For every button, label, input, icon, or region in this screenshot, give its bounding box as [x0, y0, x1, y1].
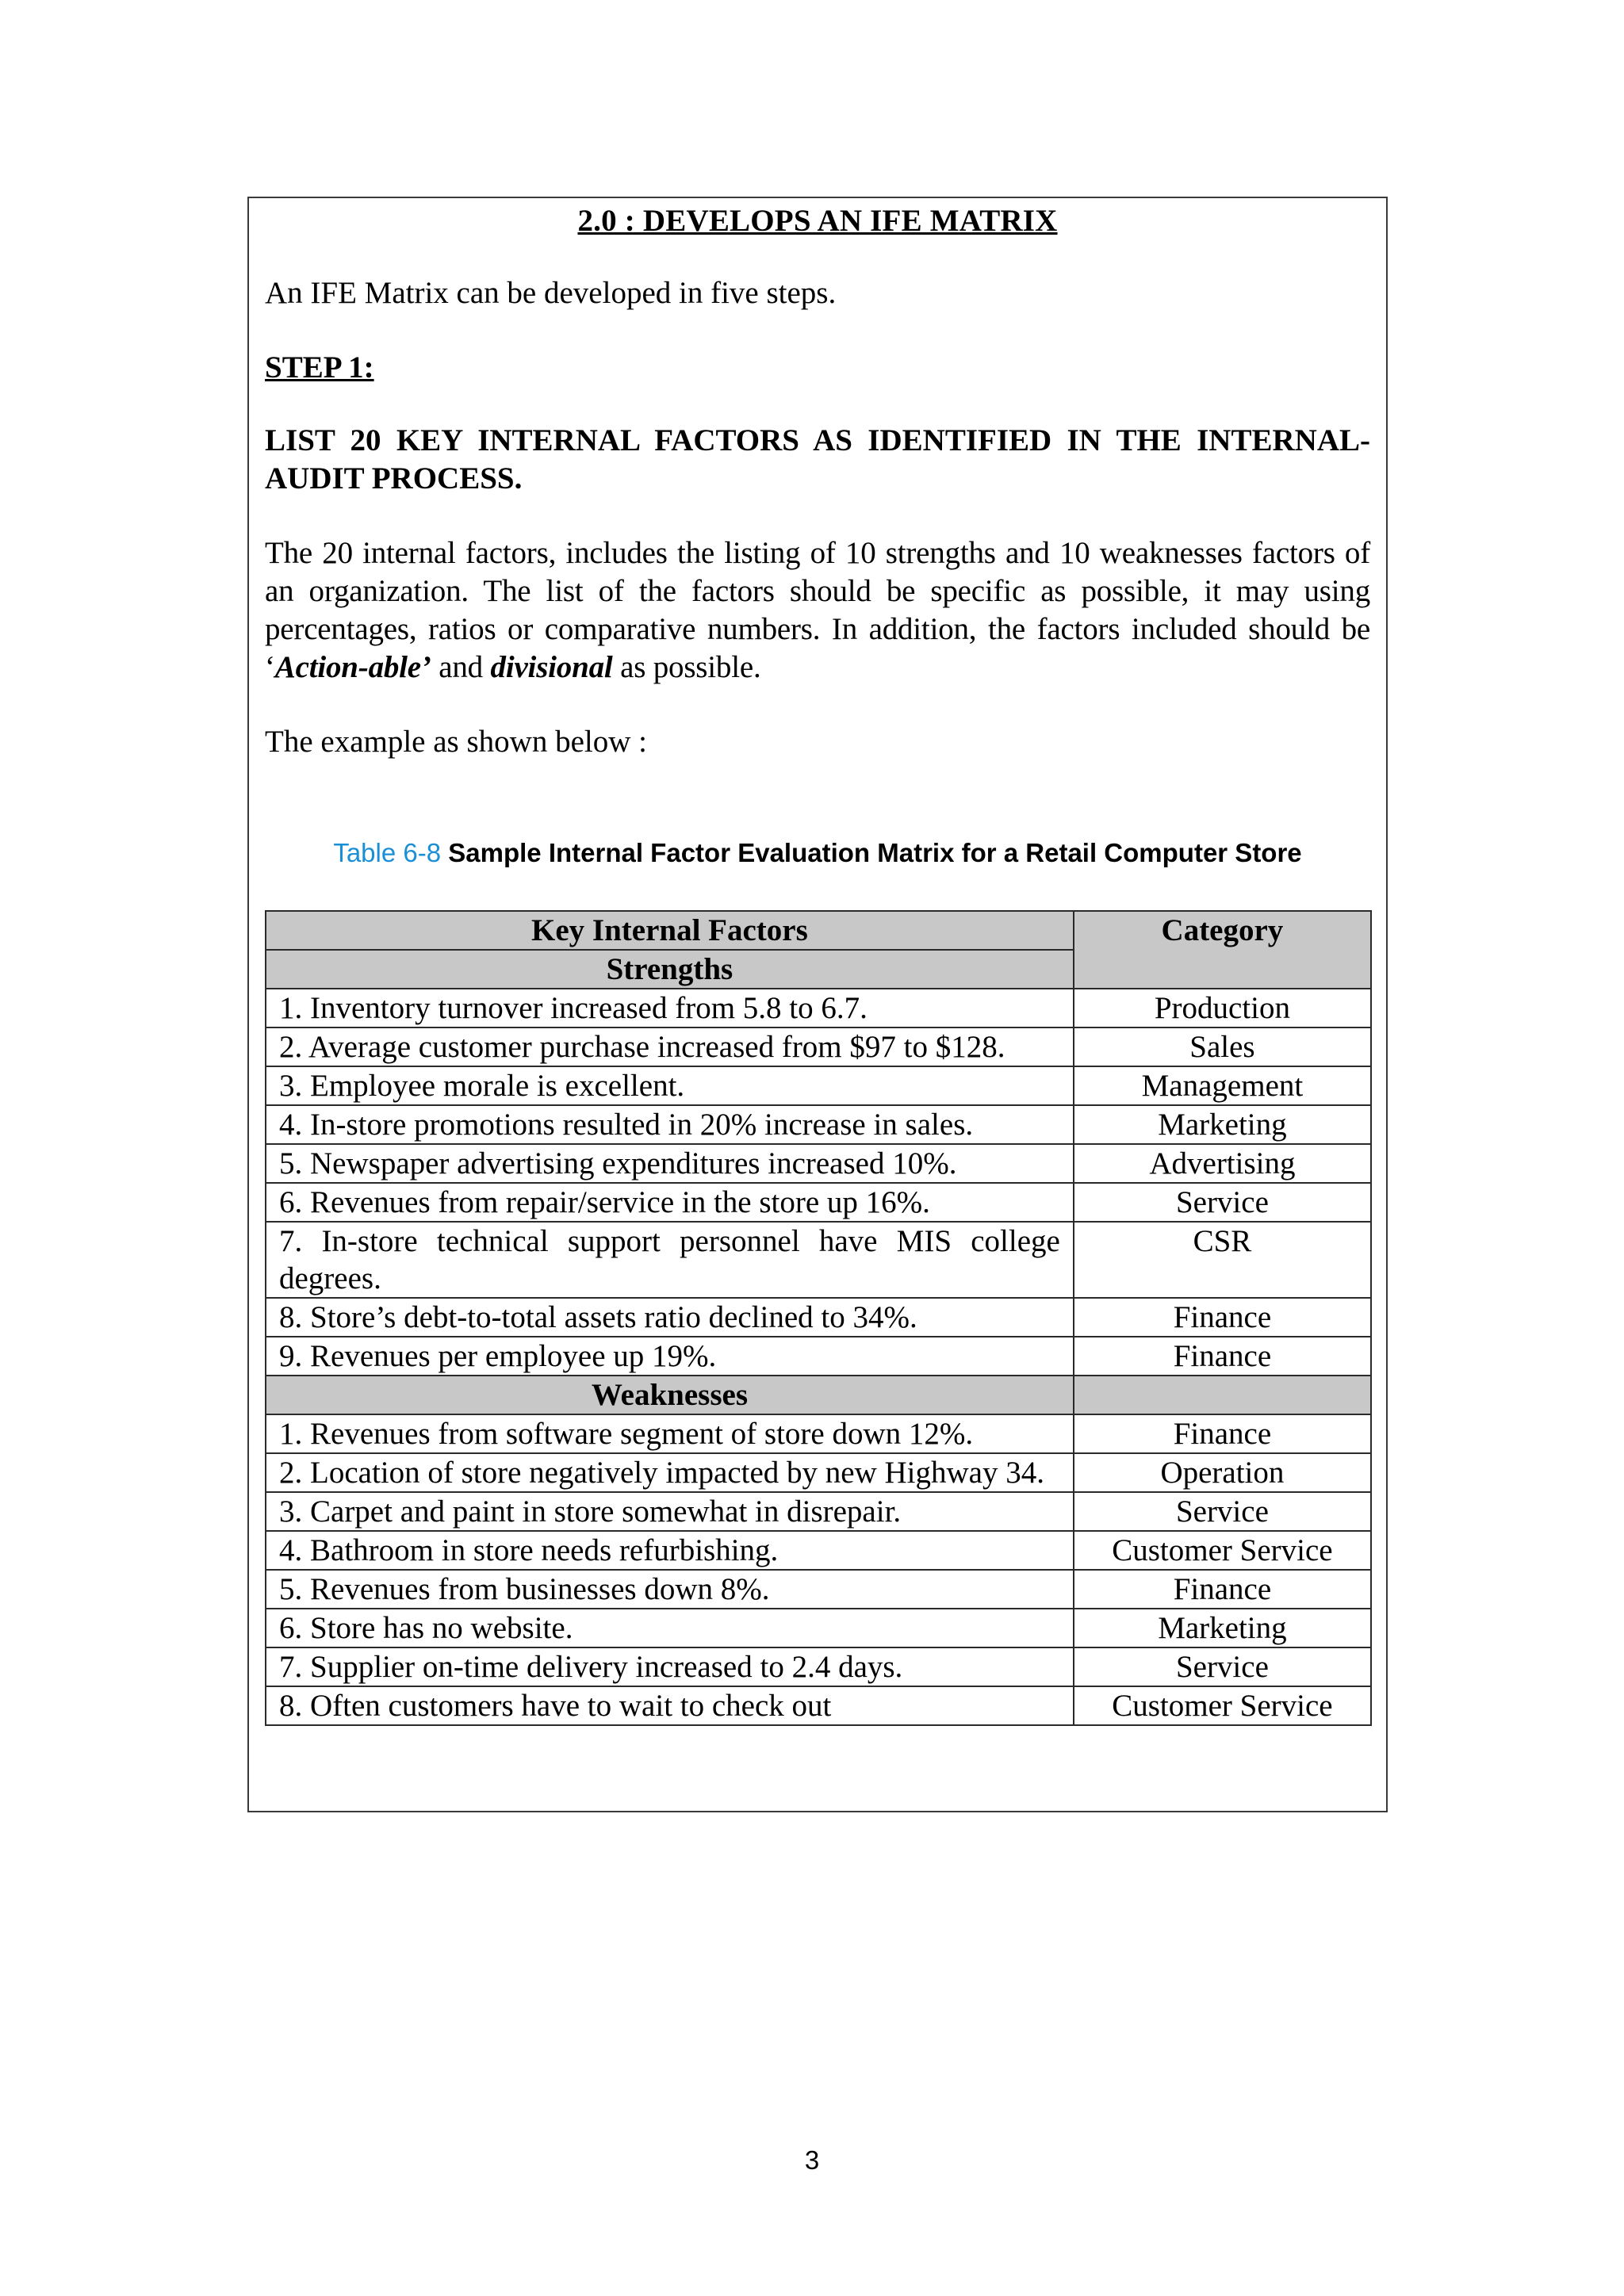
factor-cell: 6. Store has no website.	[266, 1609, 1074, 1647]
factor-cell: 7. Supplier on-time delivery increased to 2.4 days.	[266, 1647, 1074, 1686]
body-text-after: as possible.	[612, 650, 761, 684]
table-row	[266, 1183, 1371, 1222]
table-row	[266, 1066, 1371, 1105]
table-row	[266, 1492, 1371, 1531]
factor-cell: 3. Employee morale is excellent.	[266, 1066, 1074, 1105]
table-row	[266, 1027, 1371, 1066]
category-cell: Operation	[1074, 1453, 1371, 1492]
step-title: LIST 20 KEY INTERNAL FACTORS AS IDENTIFIED IN THE INTERNAL-AUDIT PROCESS.	[265, 423, 1370, 496]
factor-cell: 1. Inventory turnover increased from 5.8 to 6.7.	[266, 989, 1074, 1027]
weaknesses-label-blank	[1074, 1376, 1371, 1414]
body-emphasis-action-able: Action-able’	[274, 650, 431, 684]
factor-cell: 8. Often customers have to wait to check out	[266, 1686, 1074, 1725]
category-cell: Service	[1074, 1183, 1371, 1222]
weaknesses-label-row	[266, 1376, 1371, 1414]
table-row	[266, 1414, 1371, 1453]
page-number: 3	[804, 2145, 820, 2175]
category-cell: Finance	[1074, 1570, 1371, 1609]
body-text-before: The 20 internal factors, includes the listing of 10 strengths and 10 weaknesses factors of an organization. The list of the factors should be specific as possible, it may using percentages, ratios or comparative numbers. In addition, the factors included should be ‘	[265, 536, 1370, 684]
example-line: The example as shown below :	[265, 725, 647, 759]
category-cell: Marketing	[1074, 1105, 1371, 1144]
category-cell: Customer Service	[1074, 1531, 1371, 1570]
category-cell: CSR	[1074, 1222, 1371, 1298]
header-category: Category	[1074, 911, 1371, 989]
category-cell: Finance	[1074, 1298, 1371, 1337]
body-text-middle: and	[431, 650, 491, 684]
factor-cell: 2. Location of store negatively impacted by new Highway 34.	[266, 1453, 1074, 1492]
factor-cell: 6. Revenues from repair/service in the store up 16%.	[266, 1183, 1074, 1222]
ife-matrix-table	[265, 910, 1372, 1726]
section-heading: 2.0 : DEVELOPS AN IFE MATRIX	[577, 204, 1058, 238]
intro-paragraph: An IFE Matrix can be developed in five steps.	[265, 276, 837, 310]
table-row	[266, 1647, 1371, 1686]
table-row	[266, 1298, 1371, 1337]
factor-cell: 8. Store’s debt-to-total assets ratio declined to 34%.	[266, 1298, 1074, 1337]
weaknesses-body	[266, 1414, 1371, 1725]
table-row	[266, 1570, 1371, 1609]
table-header-row	[266, 911, 1371, 950]
step-label: STEP 1:	[265, 350, 374, 385]
factor-cell: 2. Average customer purchase increased from $97 to $128.	[266, 1027, 1074, 1066]
strengths-label: Strengths	[266, 950, 1074, 989]
body-paragraph	[265, 534, 1370, 687]
table-row	[266, 1222, 1371, 1298]
category-cell: Sales	[1074, 1027, 1371, 1066]
category-cell: Marketing	[1074, 1609, 1371, 1647]
category-cell: Service	[1074, 1647, 1371, 1686]
category-cell: Service	[1074, 1492, 1371, 1531]
category-cell: Advertising	[1074, 1144, 1371, 1183]
table-caption	[265, 837, 1370, 869]
factor-cell: 9. Revenues per employee up 19%.	[266, 1337, 1074, 1376]
table-row	[266, 989, 1371, 1027]
category-cell: Finance	[1074, 1414, 1371, 1453]
table-row	[266, 1609, 1371, 1647]
category-cell: Production	[1074, 989, 1371, 1027]
factor-cell: 4. Bathroom in store needs refurbishing.	[266, 1531, 1074, 1570]
table-caption-number: Table 6-8	[333, 838, 442, 867]
content-frame	[247, 197, 1388, 1812]
factor-cell: 5. Revenues from businesses down 8%.	[266, 1570, 1074, 1609]
table-row	[266, 1531, 1371, 1570]
table-row	[266, 1453, 1371, 1492]
factor-cell: 7. In-store technical support personnel have MIS college degrees.	[266, 1222, 1074, 1298]
header-key-internal-factors: Key Internal Factors	[266, 911, 1074, 950]
category-cell: Customer Service	[1074, 1686, 1371, 1725]
strengths-body	[266, 989, 1371, 1376]
factor-cell: 4. In-store promotions resulted in 20% increase in sales.	[266, 1105, 1074, 1144]
table-row	[266, 1686, 1371, 1725]
weaknesses-label: Weaknesses	[266, 1376, 1074, 1414]
category-cell: Finance	[1074, 1337, 1371, 1376]
category-cell: Management	[1074, 1066, 1371, 1105]
table-row	[266, 1105, 1371, 1144]
content-inner	[265, 198, 1370, 1726]
factor-cell: 1. Revenues from software segment of store down 12%.	[266, 1414, 1074, 1453]
table-row	[266, 1144, 1371, 1183]
table-caption-title: Sample Internal Factor Evaluation Matrix for a Retail Computer Store	[448, 838, 1302, 867]
factor-cell: 5. Newspaper advertising expenditures increased 10%.	[266, 1144, 1074, 1183]
table-row	[266, 1337, 1371, 1376]
factor-cell: 3. Carpet and paint in store somewhat in disrepair.	[266, 1492, 1074, 1531]
body-emphasis-divisional: divisional	[490, 650, 613, 684]
